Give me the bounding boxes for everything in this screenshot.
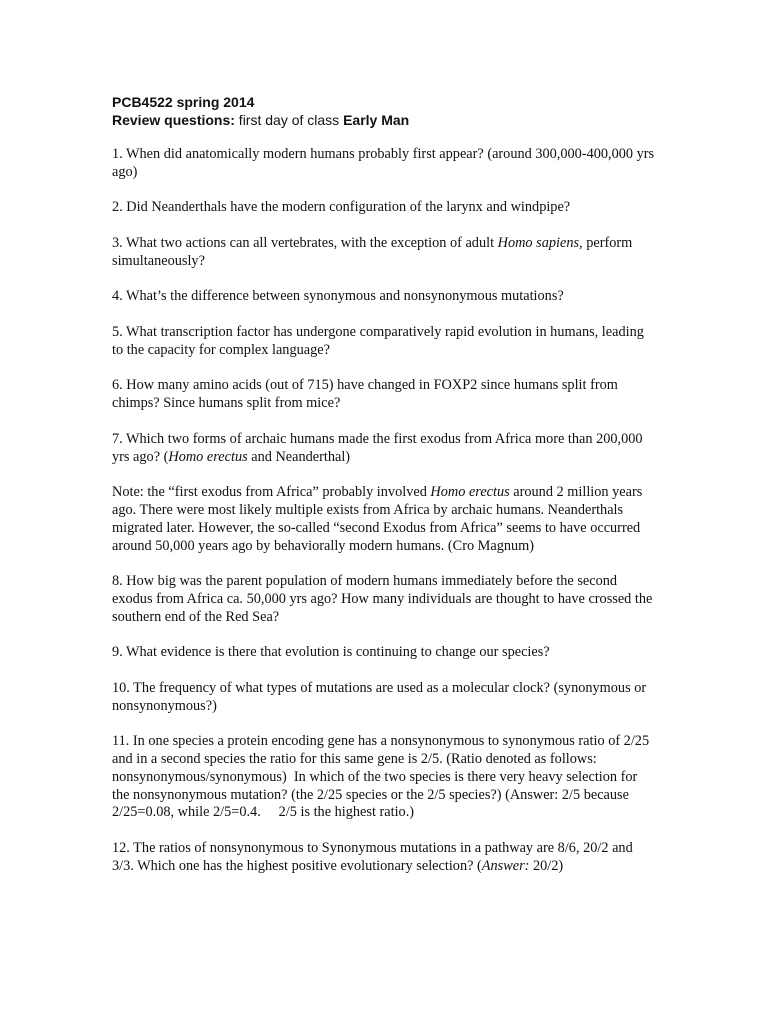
question-4: 4. What’s the difference between synonymous and nonsynonymous mutations? — [112, 288, 564, 305]
subtitle-text: first day of class — [234, 112, 344, 128]
question-6: 6. How many amino acids (out of 715) have changed in FOXP2 since humans split from chimps? Since humans split from mice? — [112, 377, 618, 412]
course-title: PCB4522 spring 2014 — [112, 94, 255, 110]
page-subtitle — [112, 111, 658, 129]
subtitle-topic: Early Man — [343, 112, 410, 128]
question-12-text-a: 12. The ratios of nonsynonymous to Synonymous mutations in a pathway are 8/6, 20/2 and 3/3. Which one has the highest positive evolutionary selection? ( — [112, 840, 633, 874]
note-text-a: Note: the “first exodus from Africa” probably involved — [112, 484, 431, 501]
subtitle-label: Review questions: — [112, 112, 235, 128]
question-3-text-a: 3. What two actions can all vertebrates, with the exception of adult — [112, 234, 498, 251]
question-7 — [112, 431, 658, 467]
question-7-italic: Homo erectus — [168, 448, 248, 465]
document-page — [112, 93, 658, 893]
question-9: 9. What evidence is there that evolution is continuing to change our species? — [112, 644, 550, 661]
question-1: 1. When did anatomically modern humans probably first appear? (around 300,000-400,000 yrs ago) — [112, 146, 655, 180]
question-8: 8. How big was the parent population of modern humans immediately before the second exodus from Africa ca. 50,000 yrs ago? How many individuals are thought to have crossed the southern end of the Red Sea? — [112, 573, 653, 625]
note-italic: Homo erectus — [430, 484, 510, 501]
question-12 — [112, 840, 658, 876]
question-11: 11. In one species a protein encoding gene has a nonsynonymous to synonymous ratio of 2/25 and in a second species the ratio for this same gene is 2/5. (Ratio denoted as follows: nonsynonymous/synonymous) In which of the two species is there very heavy selection for the nonsynonymous mutation? (the 2/25 species or the 2/5 species?) (Answer: 2/5 because 2/25=0.08, while 2/5=0.4. 2/5 is the highest ratio.) — [112, 733, 653, 821]
question-2: 2. Did Neanderthals have the modern configuration of the larynx and windpipe? — [112, 199, 571, 216]
note-text-b: around 2 million years ago. There were most likely multiple exists from Africa by archaic humans. Neanderthals migrated later. However, the so-called “second Exodus from Africa” seems to have occurred around 50,000 years ago by behaviorally modern humans. (Cro Magnum) — [112, 484, 643, 554]
question-3-text-b: , perform simultaneously? — [112, 234, 633, 269]
question-12-text-b: 20/2) — [529, 857, 564, 874]
note-paragraph — [112, 484, 658, 555]
question-12-italic: Answer: — [481, 857, 530, 874]
question-7-text-a: 7. Which two forms of archaic humans made the first exodus from Africa more than 200,000 yrs ago? ( — [112, 430, 643, 465]
page-title — [112, 93, 658, 111]
question-3 — [112, 235, 658, 271]
question-5: 5. What transcription factor has undergone comparatively rapid evolution in humans, leading to the capacity for complex language? — [112, 323, 644, 358]
question-3-italic: Homo sapiens — [497, 234, 580, 251]
question-10: 10. The frequency of what types of mutations are used as a molecular clock? (synonymous or nonsynonymous?) — [112, 679, 647, 714]
question-7-text-b: and Neanderthal) — [247, 448, 351, 465]
